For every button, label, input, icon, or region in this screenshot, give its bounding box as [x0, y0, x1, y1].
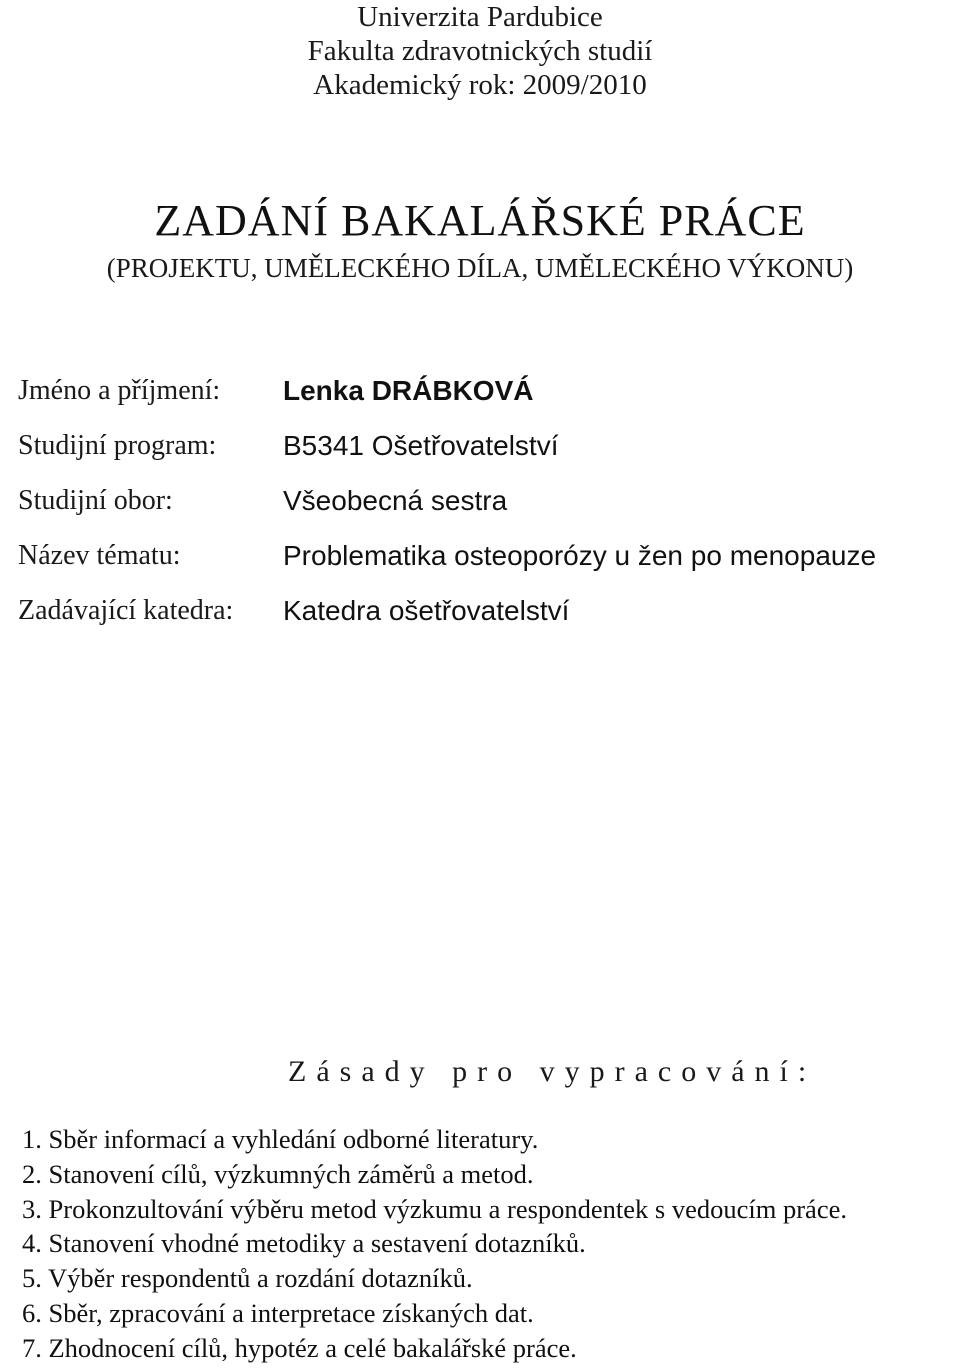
list-item: 6. Sběr, zpracování a interpretace získaných dat. [22, 1297, 534, 1328]
info-label: Studijní obor: [18, 485, 173, 516]
info-label: Jméno a příjmení: [18, 375, 221, 406]
document-subtitle: (PROJEKTU, UMĚLECKÉHO DÍLA, UMĚLECKÉHO VÝKONU) [106, 253, 854, 283]
list-item: 1. Sběr informací a vyhledání odborné literatury. [22, 1124, 539, 1154]
list-item: 3. Prokonzultování výběru metod výzkumu a respondentek s vedoucím práce. [22, 1193, 847, 1224]
info-row-field [18, 485, 958, 540]
list-item: 4. Stanovení vhodné metodiky a sestavení dotazníků. [22, 1228, 586, 1259]
list-item: 7. Zhodnocení cílů, hypotéz a celé bakalářské práce. [22, 1332, 577, 1363]
info-label: Zadávající katedra: [18, 595, 234, 626]
document-title: ZADÁNÍ BAKALÁŘSKÉ PRÁCE [154, 196, 806, 245]
faculty-name: Fakulta zdravotnických studií [307, 35, 653, 67]
list-item: 2. Stanovení cílů, výzkumných záměrů a metod. [22, 1158, 534, 1189]
info-row-name [18, 375, 958, 430]
info-row-program [18, 430, 958, 485]
info-value: B5341 Ošetřovatelství [283, 430, 559, 461]
info-value: Všeobecná sestra [283, 485, 508, 516]
principles-list [22, 1122, 957, 1366]
info-row-topic [18, 540, 958, 595]
info-value: Katedra ošetřovatelství [283, 595, 570, 626]
info-value: Lenka DRÁBKOVÁ [283, 375, 534, 406]
info-label: Název tématu: [18, 540, 181, 571]
student-info [18, 375, 958, 650]
info-value: Problematika osteoporózy u žen po menopauze [283, 540, 877, 571]
principles-heading: Zásady pro vypracování: [288, 1055, 817, 1088]
list-item: 5. Výběr respondentů a rozdání dotazníků. [22, 1263, 473, 1294]
info-label: Studijní program: [18, 430, 217, 461]
university-name: Univerzita Pardubice [357, 1, 603, 33]
academic-year: Akademický rok: 2009/2010 [313, 69, 647, 101]
info-row-department [18, 595, 958, 650]
